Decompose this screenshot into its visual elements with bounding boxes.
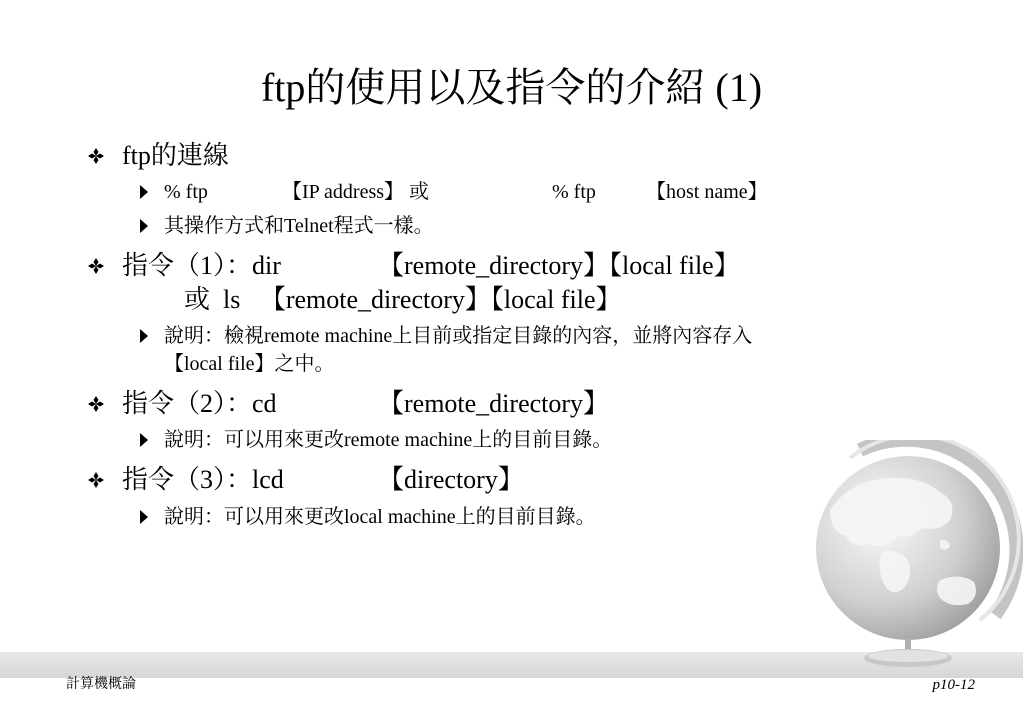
triangle-arrow-bullet-icon (140, 510, 148, 524)
command-args: 【directory】 (378, 465, 524, 494)
command-args: 【remote_directory】【local file】 (378, 251, 740, 280)
item-text: 其操作方式和Telnet程式一樣。 (164, 215, 434, 237)
command-text: % ftp (164, 181, 208, 203)
section-heading-continuation: 或 ls 【remote_directory】【local file】 (184, 285, 622, 314)
four-diamond-bullet-icon (88, 396, 104, 412)
triangle-arrow-bullet-icon (140, 185, 148, 199)
section-heading: 指令（3）：lcd (122, 465, 284, 494)
triangle-arrow-bullet-icon (140, 329, 148, 343)
triangle-arrow-bullet-icon (140, 433, 148, 447)
slide-title: ftp的使用以及指令的介紹 (1) (260, 65, 763, 110)
command-args: 【remote_directory】 (378, 389, 610, 418)
section-heading: 指令（2）：cd (122, 389, 277, 418)
triangle-arrow-bullet-icon (140, 219, 148, 233)
command-text: % ftp (552, 181, 596, 203)
four-diamond-bullet-icon (88, 258, 104, 274)
section-heading: 指令（1）：dir (122, 251, 281, 280)
globe-icon (790, 440, 1023, 670)
command-arg: 【host name】 (646, 181, 768, 203)
footer-course-title: 計算機概論 (66, 677, 136, 692)
page-number: p10-12 (932, 677, 975, 693)
item-text: 說明：可以用來更改remote machine上的目前目錄。 (164, 429, 613, 451)
section-heading: ftp的連線 (122, 141, 229, 170)
item-text: 說明：可以用來更改local machine上的目前目錄。 (164, 506, 596, 528)
item-text: 說明：檢視remote machine上目前或指定目錄的內容，並將內容存入 (164, 325, 753, 347)
four-diamond-bullet-icon (88, 472, 104, 488)
item-text-continuation: 【local file】之中。 (164, 353, 335, 375)
four-diamond-bullet-icon (88, 148, 104, 164)
command-arg: 【IP address】 或 (282, 181, 430, 203)
